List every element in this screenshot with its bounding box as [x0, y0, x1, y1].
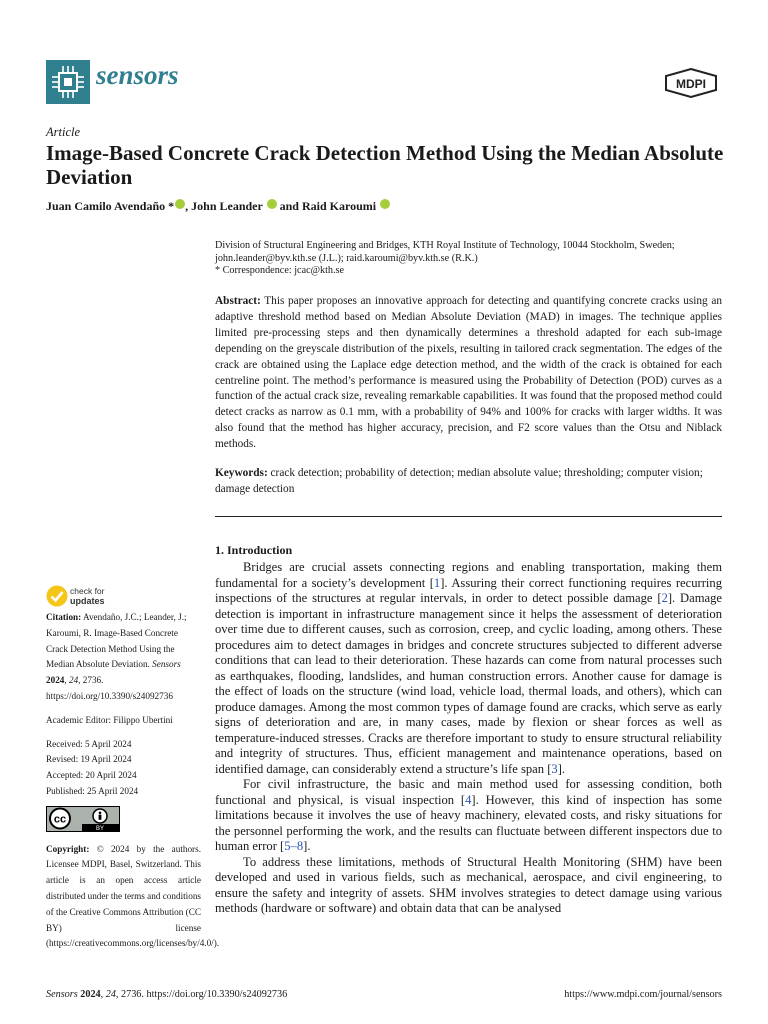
abstract-text: This paper proposes an innovative approach for detecting and quantifying concrete cracks using an adaptive threshold method based on Median Absolute Deviation (MAD) in images. The technique applies limited pre-processing steps and then dynamically determines a threshold adapted for each sub-image depending on the greyscale distribution of the pixels, resulting in tailored crack segmentation. The edges of the crack are obtained using the Laplace edge detection method, and the width of the crack is obtained for each centreline point. The method’s performance is measured using the Probability of Detection (POD) curves as a function of the actual crack size, revealing remarkable capabilities. It was found that the proposed method could detect cracks as narrow as 0.1 mm, with a probability of 94% and 100% for cracks with larger widths. It was also found that the method has higher accuracy, precision, and F2 score values than the Otsu and Niblack methods.	[215, 295, 722, 451]
abstract-label: Abstract:	[215, 295, 261, 307]
author-name[interactable]: John Leander	[191, 199, 263, 213]
section-heading: 1. Introduction	[215, 543, 293, 557]
citation-block: Citation: Avendaño, J.C.; Leander, J.; Karoumi, R. Image-Based Concrete Crack Detection Method Using the Median Absolute Deviation. Sensors 2024, 24, 2736. https://doi.org/10.3390/s24092736	[46, 612, 187, 701]
date-revised: Revised: 19 April 2024	[46, 754, 132, 765]
affiliation-emails: john.leander@byv.kth.se (J.L.); raid.karoumi@byv.kth.se (R.K.)	[215, 252, 478, 264]
citation-link[interactable]: 1	[433, 575, 441, 590]
date-published: Published: 25 April 2024	[46, 785, 139, 796]
author-name[interactable]: Juan Camilo Avendaño *	[46, 199, 175, 213]
citation-link[interactable]: 5–8	[284, 839, 304, 853]
article-type: Article	[46, 125, 81, 139]
copyright-label: Copyright:	[46, 843, 90, 854]
keywords	[215, 466, 722, 498]
journal-logo	[46, 60, 90, 104]
journal-url[interactable]: https://www.mdpi.com/journal/sensors	[564, 989, 722, 1000]
author-separator: ,	[185, 199, 192, 213]
orcid-icon[interactable]	[175, 199, 185, 209]
check-updates-icon	[46, 584, 146, 608]
author-list	[46, 199, 390, 214]
journal-name: sensors	[96, 60, 179, 90]
cc-text: cc	[53, 813, 67, 826]
sidebar	[46, 610, 220, 952]
citation-link[interactable]: 4	[465, 792, 472, 807]
mdpi-logo-mark	[664, 68, 718, 98]
academic-editor: Academic Editor: Filippo Ubertini	[46, 714, 173, 725]
citation-label: Citation:	[46, 612, 82, 622]
check-updates-line1: check for	[70, 586, 105, 596]
affiliation	[215, 240, 725, 278]
date-received: Received: 5 April 2024	[46, 738, 132, 749]
sensor-chip-icon	[46, 60, 90, 104]
cc-by-icon	[46, 806, 120, 832]
keywords-label: Keywords:	[215, 467, 268, 479]
article-title: Image-Based Concrete Crack Detection Method Using the Median Absolute Deviation	[46, 141, 724, 189]
by-text: BY	[95, 825, 105, 832]
mdpi-logo-text: MDPI	[676, 77, 706, 91]
section-divider	[215, 516, 722, 517]
citation-link[interactable]: 3	[551, 761, 558, 776]
check-for-updates-badge[interactable]	[46, 584, 146, 613]
paragraph: To address these limitations, methods of Structural Health Monitoring (SHM) have been developed and used in various fields, such as mechanical, aerospace, and civil engineering, to ensure the safety and integrity of assets. SHM involves strategies to detect damage using various methods (hardware or software) and obtain data that can be analysed	[215, 854, 722, 915]
date-accepted: Accepted: 20 April 2024	[46, 770, 137, 781]
paragraph: Bridges are crucial assets connecting regions and enabling transportation, making them fundamental for a society’s development [1]. Assuring their correct functioning requires recurring inspections of the structures at regular intervals, in order to detect possible damage [2]. Damage detection is important in infrastructure management since it helps the assessment of deterioration over time due to different causes, such as corrosion, creep, and cyclic loading, among others. These procedures aim to detect damages in bridges and concrete structures subjected to different adverse conditions that can lead to their deterioration. These hazards can come from natural processes such as earthquakes, flooding, landslides, and human construction errors. Another cause for damage is the effect of loads on the structure (wind load, vehicle load, thermal loads, and others), which can produce damages. Among the most common types of damage found are cracks, which serve as early signs of deterioration and are, in many cases, made by flexion or shear forces as well as temperature-induced stresses. Cracks are therefore important to study to ensure structural reliability and integrity of structures. Thus, efficient management and maintenance operations, based on identified damage, can considerably extend a structure’s life span [3].	[215, 560, 723, 776]
orcid-icon[interactable]	[267, 199, 277, 209]
citation-link[interactable]: 2	[661, 591, 668, 605]
correspondence: * Correspondence: jcac@kth.se	[215, 265, 345, 276]
abstract	[215, 294, 722, 453]
check-updates-line2: updates	[70, 596, 105, 606]
keywords-text: crack detection; probability of detection; median absolute value; thresholding; computer vision; damage detection	[215, 467, 703, 495]
footer-citation: Sensors 2024, 24, 2736. https://doi.org/10.3390/s24092736	[46, 989, 288, 1000]
paragraph: For civil infrastructure, the basic and main method used for assessing condition, both functional and physical, is visual inspection [4]. However, this kind of inspection has some limitations because it involves the use of heavy machinery, elevated costs, and risky situations for the personnel performing the work, and the results can fluctuate between different inspectors due to human error [5–8].	[215, 777, 722, 853]
mdpi-logo	[664, 68, 718, 103]
copyright-block: Copyright: © 2024 by the authors. Licensee MDPI, Basel, Switzerland. This article is an open access article distributed under the terms and conditions of the Creative Commons Attribution (CC BY) license (https://creativecommons.org/licenses/by/4.0/).	[46, 843, 220, 949]
orcid-icon[interactable]	[380, 199, 390, 209]
body-text	[215, 560, 722, 917]
author-name[interactable]: Raid Karoumi	[301, 199, 377, 213]
affiliation-line: Division of Structural Engineering and Bridges, KTH Royal Institute of Technology, 10044 Stockholm, Sweden;	[215, 240, 675, 251]
author-separator: and	[276, 199, 302, 213]
cc-by-license-badge[interactable]	[46, 806, 201, 838]
